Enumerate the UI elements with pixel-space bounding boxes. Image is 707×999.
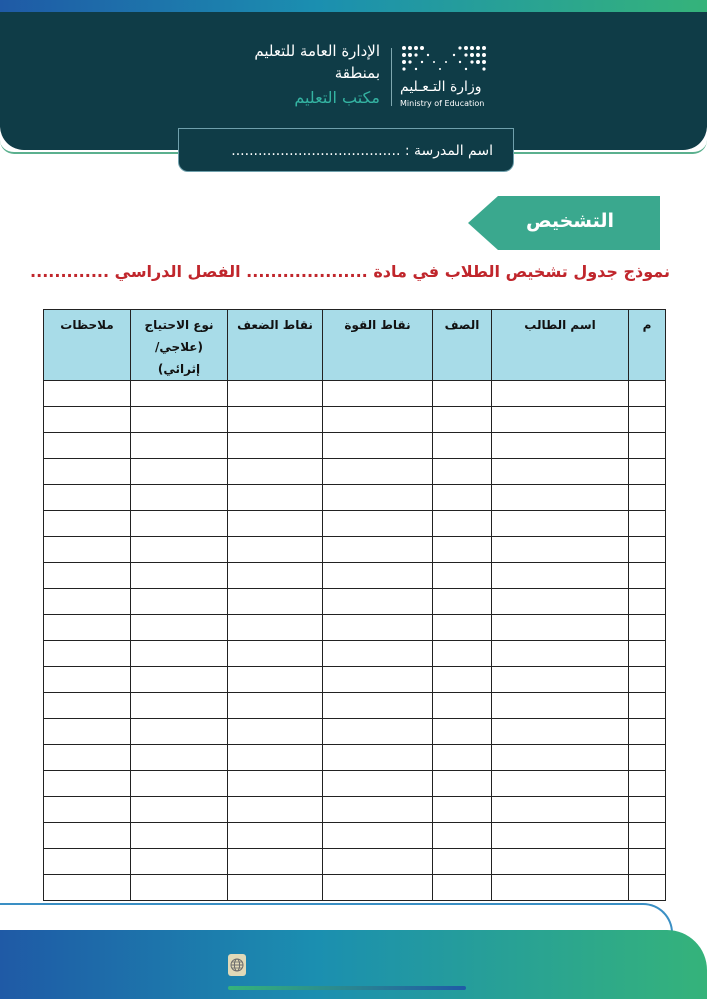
table-row [44,771,666,797]
table-row [44,667,666,693]
table-cell [131,823,228,849]
top-gradient-strip [0,0,707,12]
table-cell [433,797,492,823]
table-cell [492,849,629,875]
table-cell [228,719,323,745]
table-row [44,485,666,511]
table-cell [323,381,433,407]
table-cell [44,511,131,537]
logo-divider [391,48,392,106]
table-row [44,433,666,459]
column-header [228,310,323,381]
table-cell [492,615,629,641]
table-cell [228,849,323,875]
table-cell [131,563,228,589]
table-cell [228,433,323,459]
table-cell [433,849,492,875]
table-cell [44,875,131,901]
school-name-box [178,128,514,172]
table-cell [228,797,323,823]
table-cell [323,719,433,745]
table-body [44,381,666,901]
table-row [44,615,666,641]
footer-accent-bar [228,986,466,990]
table-cell [629,407,666,433]
table-cell [323,849,433,875]
table-cell [433,563,492,589]
table-cell [433,381,492,407]
table-row [44,537,666,563]
table-cell [629,745,666,771]
table-cell [492,667,629,693]
table-cell [131,433,228,459]
table-row [44,693,666,719]
table-cell [629,537,666,563]
table-cell [492,459,629,485]
table-row [44,381,666,407]
table-row [44,511,666,537]
table-cell [629,875,666,901]
table-cell [629,511,666,537]
table-cell [323,693,433,719]
table-cell [131,407,228,433]
table-cell [629,771,666,797]
table-cell [629,797,666,823]
table-cell [228,589,323,615]
table-cell [44,719,131,745]
table-cell [131,485,228,511]
table-cell [433,745,492,771]
table-cell [44,459,131,485]
table-cell [433,615,492,641]
column-header-label: م [642,318,652,332]
table-cell [323,875,433,901]
table-cell [131,667,228,693]
table-cell [492,381,629,407]
table-cell [228,615,323,641]
section-title: التشخيص [525,210,615,232]
table-cell [323,823,433,849]
column-header-sublabel: (علاجي/إثرائي) [155,340,203,376]
table-cell [44,381,131,407]
table-cell [433,407,492,433]
table-cell [228,511,323,537]
school-name-label: اسم المدرسة : ...................................... [231,143,493,159]
table-cell [433,537,492,563]
table-cell [228,381,323,407]
table-cell [323,641,433,667]
table-cell [433,589,492,615]
table-cell [131,537,228,563]
table-cell [323,615,433,641]
table-row [44,849,666,875]
table-cell [44,693,131,719]
table-cell [629,381,666,407]
table-row [44,459,666,485]
table-cell [44,485,131,511]
column-header-label: ملاحظات [60,318,114,332]
table-cell [492,875,629,901]
table-cell [228,771,323,797]
table-cell [323,563,433,589]
table-cell [228,485,323,511]
table-cell [323,667,433,693]
diagnosis-table [43,309,666,901]
table-cell [323,485,433,511]
table-cell [131,797,228,823]
table-row [44,797,666,823]
table-header-row [44,310,666,381]
table-cell [323,433,433,459]
column-header-label: اسم الطالب [524,318,596,332]
table-cell [629,823,666,849]
table-row [44,745,666,771]
administration-text [180,40,380,84]
table-cell [323,537,433,563]
column-header-label: الصف [444,318,480,332]
table-cell [44,849,131,875]
table-cell [44,537,131,563]
table-cell [492,797,629,823]
table-cell [629,693,666,719]
table-row [44,407,666,433]
table-cell [629,563,666,589]
table-cell [492,719,629,745]
globe-icon [228,954,246,976]
table-cell [44,615,131,641]
table-cell [228,745,323,771]
table-cell [228,875,323,901]
column-header [629,310,666,381]
table-cell [433,485,492,511]
table-cell [433,641,492,667]
column-header [131,310,228,381]
table-cell [228,537,323,563]
table-cell [629,485,666,511]
table-cell [44,589,131,615]
table-cell [228,459,323,485]
table-cell [492,485,629,511]
table-cell [131,459,228,485]
table-cell [228,407,323,433]
table-row [44,589,666,615]
table-cell [492,433,629,459]
table-cell [492,693,629,719]
table-cell [629,433,666,459]
table-cell [492,511,629,537]
table-cell [44,667,131,693]
table-cell [323,771,433,797]
table-row [44,719,666,745]
table-row [44,875,666,901]
table-cell [433,823,492,849]
table-cell [629,667,666,693]
table-cell [228,641,323,667]
table-cell [629,849,666,875]
table-row [44,563,666,589]
administration-line-1: الإدارة العامة للتعليم [254,42,380,60]
ministry-logo-icon [400,44,492,74]
table-cell [492,771,629,797]
table-cell [433,771,492,797]
table-cell [323,459,433,485]
table-row [44,823,666,849]
table-cell [492,823,629,849]
table-cell [131,849,228,875]
table-cell [433,667,492,693]
table-cell [44,407,131,433]
table-cell [323,745,433,771]
table-cell [131,771,228,797]
table-cell [131,693,228,719]
table-cell [131,589,228,615]
table-cell [228,693,323,719]
table-cell [44,797,131,823]
table-row [44,641,666,667]
table-cell [228,667,323,693]
table-cell [492,589,629,615]
table-cell [131,875,228,901]
table-cell [492,537,629,563]
form-title: نموذج جدول تشخيص الطلاب في مادة .................... الفصل الدراسي ............. [30,262,670,281]
column-header [433,310,492,381]
table-cell [323,511,433,537]
column-header [44,310,131,381]
ministry-name-en: Ministry of Education [400,99,485,108]
table-cell [492,407,629,433]
administration-line-2: بمنطقة [334,64,380,82]
table-cell [629,719,666,745]
table-cell [629,641,666,667]
table-cell [433,459,492,485]
table-cell [629,589,666,615]
table-cell [492,641,629,667]
table-cell [131,641,228,667]
table-cell [44,771,131,797]
table-cell [433,875,492,901]
table-cell [131,719,228,745]
table-cell [323,407,433,433]
table-cell [44,745,131,771]
column-header [323,310,433,381]
table-cell [433,719,492,745]
table-cell [629,615,666,641]
table-cell [44,433,131,459]
table-cell [323,797,433,823]
education-office-text: مكتب التعليم [294,88,380,107]
table-cell [131,511,228,537]
column-header-label: نقاط الضعف [237,318,313,332]
table-cell [131,381,228,407]
table-cell [44,563,131,589]
table-cell [131,615,228,641]
table-cell [492,745,629,771]
table-cell [433,433,492,459]
table-cell [228,823,323,849]
table-cell [492,563,629,589]
table-cell [131,745,228,771]
ministry-name-ar: وزارة التـعـليم [400,79,482,95]
column-header-label: نوع الاحتياج [144,318,214,332]
table-cell [433,693,492,719]
table-cell [44,823,131,849]
column-header [492,310,629,381]
column-header-label: نقاط القوة [344,318,411,332]
table-cell [629,459,666,485]
table-cell [323,589,433,615]
table-cell [433,511,492,537]
table-cell [44,641,131,667]
table-cell [228,563,323,589]
